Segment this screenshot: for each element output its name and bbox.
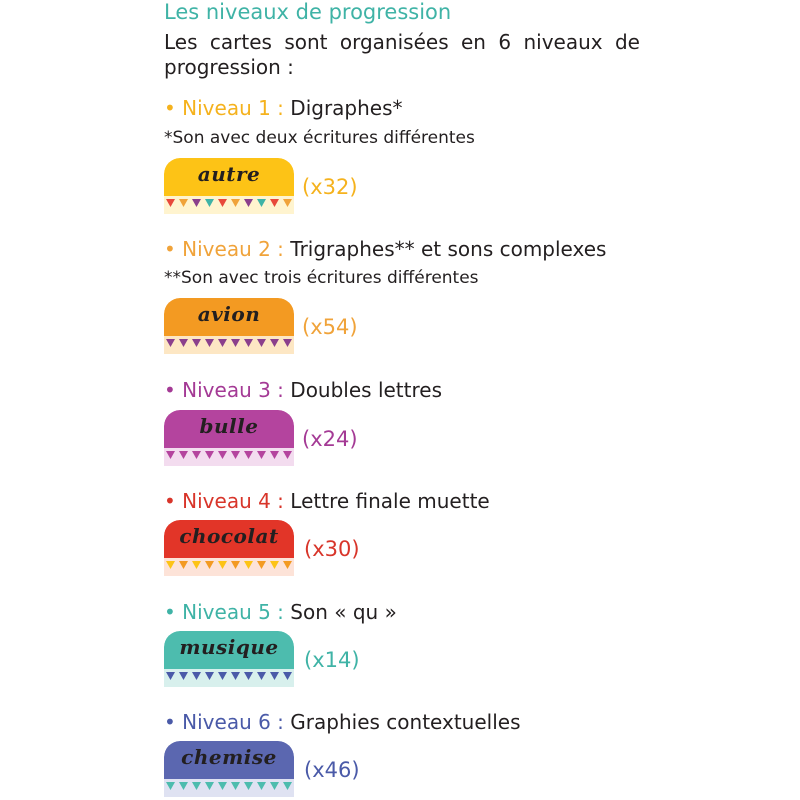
level-description: Doubles lettres (290, 378, 442, 402)
level-label: Niveau 5 : (182, 600, 284, 624)
level-description: Digraphes* (290, 96, 403, 120)
bullet-icon: • (164, 378, 183, 402)
card-word: chocolat (179, 524, 279, 548)
pennant-fringe (164, 336, 294, 354)
level-label: Niveau 1 : (182, 96, 284, 120)
card-count: (x32) (302, 175, 358, 199)
word-card (164, 631, 294, 687)
level-note: *Son avec deux écritures différentes (164, 128, 475, 148)
level-description: Son « qu » (290, 600, 397, 624)
card-count: (x24) (302, 427, 358, 451)
level-1-heading (164, 96, 403, 120)
level-6-heading (164, 710, 520, 734)
card-word: chemise (181, 745, 277, 769)
card-count: (x54) (302, 315, 358, 339)
level-description: Trigraphes** et sons complexes (290, 237, 607, 261)
level-label: Niveau 4 : (182, 489, 284, 513)
word-card (164, 520, 294, 576)
level-2-heading (164, 237, 606, 261)
word-card (164, 410, 294, 466)
level-note: **Son avec trois écritures différentes (164, 268, 479, 288)
bullet-icon: • (164, 600, 183, 624)
word-card (164, 158, 294, 214)
card-count: (x30) (304, 537, 360, 561)
level-description: Lettre finale muette (290, 489, 490, 513)
bullet-icon: • (164, 710, 183, 734)
pennant-fringe (164, 558, 294, 576)
pennant-fringe (164, 779, 294, 797)
card-count: (x14) (304, 648, 360, 672)
pennant-fringe (164, 669, 294, 687)
level-label: Niveau 3 : (182, 378, 284, 402)
level-5-heading (164, 600, 397, 624)
intro-text: Les cartes sont organisées en 6 niveaux de progression : (164, 30, 640, 79)
level-3-heading (164, 378, 442, 402)
word-card (164, 298, 294, 354)
card-word: bulle (199, 414, 259, 438)
card-word: avion (197, 302, 261, 326)
word-card (164, 741, 294, 797)
bullet-icon: • (164, 489, 183, 513)
level-4-heading (164, 489, 490, 513)
level-description: Graphies contextuelles (290, 710, 521, 734)
pennant-fringe (164, 196, 294, 214)
page-title: Les niveaux de progression (164, 0, 452, 24)
pennant-fringe (164, 448, 294, 466)
bullet-icon: • (164, 96, 183, 120)
level-label: Niveau 2 : (182, 237, 284, 261)
card-word: autre (197, 162, 261, 186)
card-word: musique (179, 635, 279, 659)
bullet-icon: • (164, 237, 183, 261)
card-count: (x46) (304, 758, 360, 782)
level-label: Niveau 6 : (182, 710, 284, 734)
